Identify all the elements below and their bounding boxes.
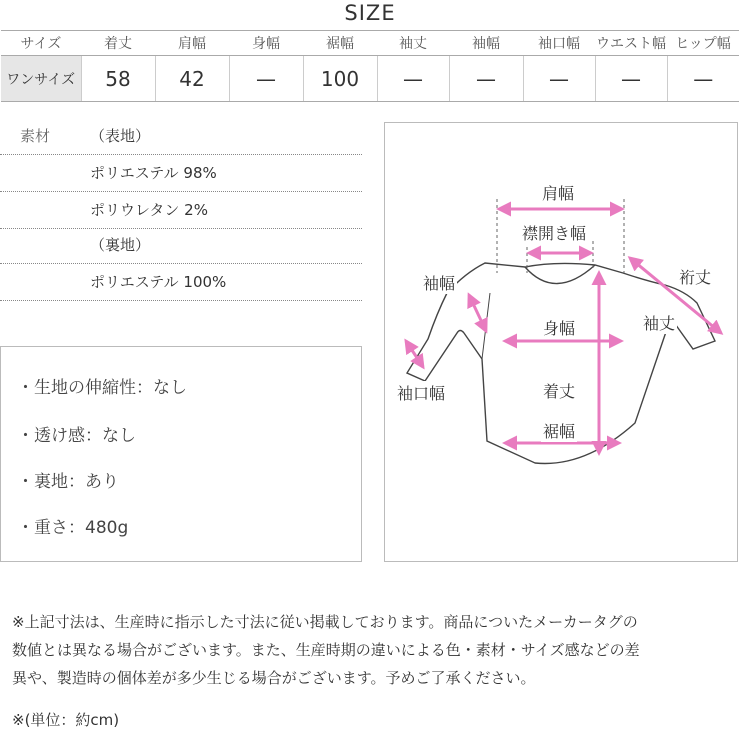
material-line: （裏地） bbox=[90, 236, 151, 254]
materials-label: 素材 bbox=[20, 127, 51, 145]
cuff-arrow bbox=[406, 341, 423, 367]
material-row bbox=[0, 118, 362, 155]
material-line: （表地） bbox=[90, 127, 151, 145]
label-sleeve-width: 袖幅 bbox=[421, 271, 457, 294]
table-cell: — bbox=[523, 56, 595, 102]
table-cell: 58 bbox=[81, 56, 155, 102]
sleeve-width-arrow bbox=[469, 295, 486, 331]
header-waist: ウエスト幅 bbox=[595, 31, 667, 56]
header-size: サイズ bbox=[1, 31, 81, 56]
size-name-cell: ワンサイズ bbox=[1, 56, 81, 102]
table-cell: — bbox=[229, 56, 303, 102]
property-sheerness: ・透け感：なし bbox=[17, 426, 136, 446]
unit-note: ※(単位：約cm) bbox=[12, 711, 120, 729]
material-row bbox=[0, 192, 362, 229]
label-sleeve-length: 袖丈 bbox=[641, 311, 677, 334]
header-length: 着丈 bbox=[81, 31, 155, 56]
property-weight: ・重さ：480g bbox=[17, 518, 129, 538]
size-table bbox=[1, 30, 739, 102]
table-cell: — bbox=[377, 56, 449, 102]
label-body-width: 身幅 bbox=[541, 316, 577, 339]
table-row bbox=[1, 56, 739, 102]
note-line: 数値とは異なる場合がございます。また、生産時期の違いによる色・素材・サイズ感などの差 bbox=[12, 641, 640, 659]
material-row bbox=[0, 155, 362, 192]
size-title: SIZE bbox=[344, 1, 396, 25]
label-yuki: 裄丈 bbox=[677, 265, 713, 288]
header-hem: 裾幅 bbox=[303, 31, 377, 56]
neckline bbox=[525, 265, 595, 284]
material-line: ポリエステル 100% bbox=[90, 273, 227, 291]
property-lining: ・裏地：あり bbox=[17, 472, 119, 492]
material-row bbox=[0, 264, 362, 301]
header-sleeve-width: 袖幅 bbox=[449, 31, 523, 56]
table-cell: 42 bbox=[155, 56, 229, 102]
table-cell: 100 bbox=[303, 56, 377, 102]
label-length: 着丈 bbox=[541, 379, 577, 402]
disclaimer-note bbox=[12, 608, 732, 692]
material-line: ポリエステル 98% bbox=[90, 164, 217, 182]
header-shoulder: 肩幅 bbox=[155, 31, 229, 56]
label-shoulder: 肩幅 bbox=[540, 181, 576, 204]
label-hem: 裾幅 bbox=[541, 419, 577, 442]
label-cuff: 袖口幅 bbox=[395, 381, 447, 404]
header-body-width: 身幅 bbox=[229, 31, 303, 56]
label-neck: 襟開き幅 bbox=[520, 221, 588, 244]
table-cell: — bbox=[667, 56, 739, 102]
header-cuff: 袖口幅 bbox=[523, 31, 595, 56]
table-cell: — bbox=[595, 56, 667, 102]
note-line: ※上記寸法は、生産時に指示した寸法に従い掲載しております。商品についたメーカータグの bbox=[12, 613, 638, 631]
size-table-header-row bbox=[1, 31, 739, 56]
table-cell: — bbox=[449, 56, 523, 102]
material-row bbox=[0, 227, 362, 264]
header-hip: ヒップ幅 bbox=[667, 31, 739, 56]
fabric-properties-box bbox=[0, 346, 362, 562]
measurement-diagram bbox=[384, 122, 738, 562]
material-line: ポリウレタン 2% bbox=[90, 201, 208, 219]
property-stretch: ・生地の伸縮性：なし bbox=[17, 378, 187, 398]
note-line: 異や、製造時の個体差が多少生じる場合がございます。予めご了承ください。 bbox=[12, 669, 536, 687]
header-sleeve-length: 袖丈 bbox=[377, 31, 449, 56]
